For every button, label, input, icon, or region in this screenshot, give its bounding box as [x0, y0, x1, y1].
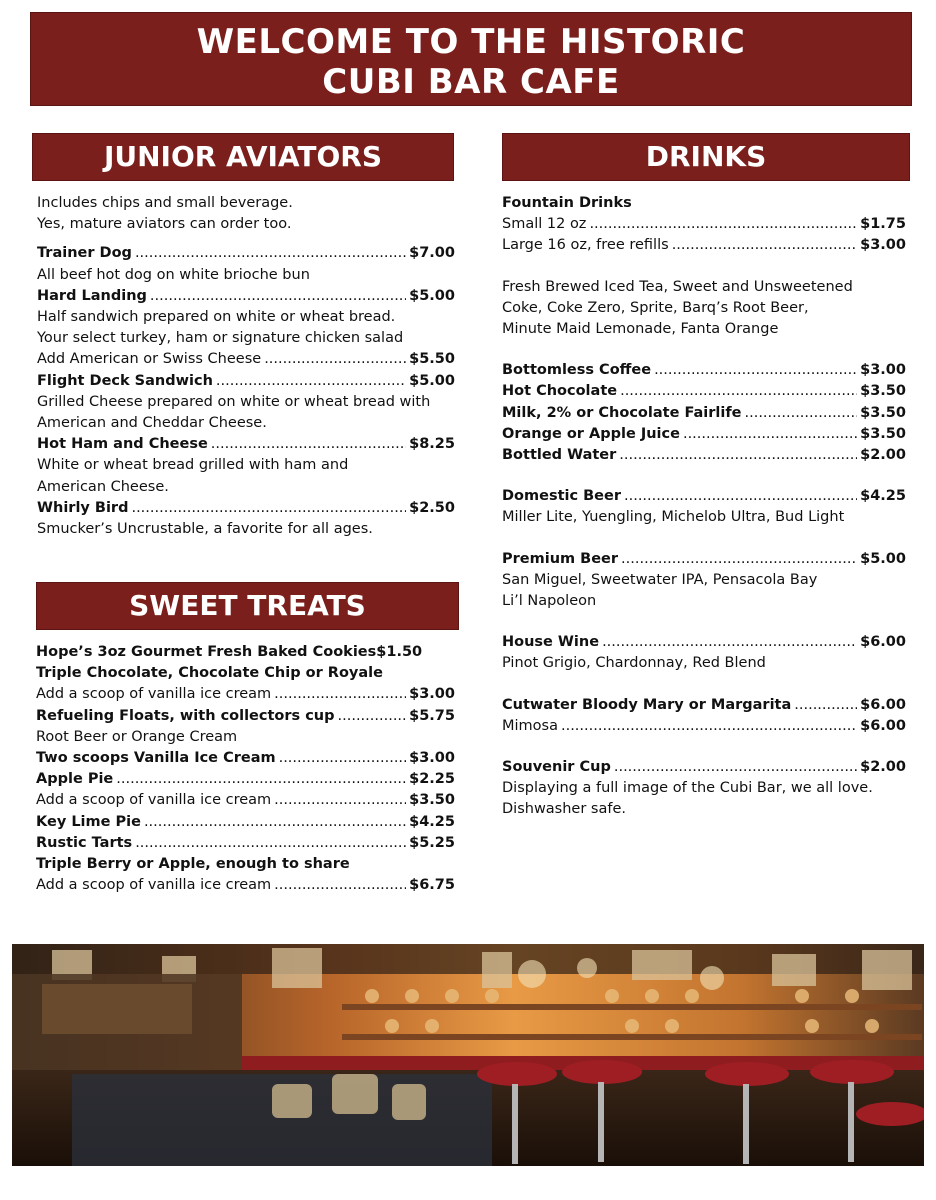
item-name: Bottled Water [502, 447, 617, 464]
menu-item-premium-beer [502, 549, 906, 570]
drinks-banner: DRINKS [502, 133, 910, 181]
item-name: Orange or Apple Juice [502, 425, 680, 442]
menu-item-souvenir-cup [502, 757, 906, 778]
item-price: $5.75 [409, 707, 455, 724]
item-name: Small 12 oz [502, 216, 587, 233]
item-description: Dishwasher safe. [502, 801, 626, 818]
item-name: Add a scoop of vanilla ice cream [36, 792, 272, 809]
item-description: Miller Lite, Yuengling, Michelob Ultra, Bud Light [502, 509, 845, 526]
item-description: Half sandwich prepared on white or wheat bread. [37, 309, 396, 326]
main-header-banner [30, 12, 912, 106]
menu-item-large-fountain [502, 235, 906, 256]
item-price: $8.25 [409, 436, 455, 453]
item-description: Triple Berry or Apple, enough to share [36, 856, 350, 873]
menu-item-trainer-dog [37, 243, 455, 264]
dot-leader [602, 632, 857, 653]
item-price: $3.50 [860, 404, 906, 421]
dot-leader [654, 360, 857, 381]
menu-item-add-cheese [37, 349, 455, 370]
item-name: Refueling Floats, with collectors cup [36, 707, 335, 724]
item-price: $2.00 [860, 759, 906, 776]
item-description: Triple Chocolate, Chocolate Chip or Royale [36, 665, 383, 682]
item-price: $4.25 [409, 813, 455, 830]
menu-addon-ice-cream [36, 790, 455, 811]
sweet-treats-banner: SWEET TREATS [36, 582, 459, 630]
dot-leader [274, 790, 406, 811]
intro-line: Includes chips and small beverage. [37, 195, 293, 211]
item-price: $5.00 [409, 287, 455, 304]
dot-leader [135, 833, 406, 854]
item-description: Displaying a full image of the Cubi Bar, we all love. [502, 780, 873, 797]
menu-addon-ice-cream [36, 684, 455, 705]
item-name: Premium Beer [502, 550, 619, 567]
menu-item-rustic-tarts [36, 833, 455, 854]
item-description: Pinot Grigio, Chardonnay, Red Blend [502, 655, 766, 672]
item-description: San Miguel, Sweetwater IPA, Pensacola Bay [502, 571, 818, 588]
item-description: Root Beer or Orange Cream [36, 728, 238, 745]
menu-item-milk [502, 403, 906, 424]
dot-leader [150, 286, 406, 307]
item-price: $5.50 [409, 351, 455, 368]
item-name: Trainer Dog [37, 245, 132, 262]
menu-item-refueling-floats [36, 706, 455, 727]
menu-item-bottled-water [502, 445, 906, 466]
dot-leader [279, 748, 407, 769]
menu-item-juice [502, 424, 906, 445]
item-description: White or wheat bread grilled with ham and [37, 457, 349, 474]
menu-item-small-fountain [502, 214, 906, 235]
menu-item-house-wine [502, 632, 906, 653]
item-description: All beef hot dog on white brioche bun [37, 266, 310, 283]
item-name: Flight Deck Sandwich [37, 372, 213, 389]
item-price: $3.50 [860, 383, 906, 400]
item-name: Hard Landing [37, 287, 147, 304]
item-description: Li’l Napoleon [502, 593, 597, 610]
dot-leader [745, 403, 858, 424]
menu-item-cookies [36, 642, 455, 663]
item-name: Milk, 2% or Chocolate Fairlife [502, 404, 742, 421]
dot-leader [620, 381, 857, 402]
item-name: Apple Pie [36, 771, 114, 788]
menu-item-bottomless-coffee [502, 360, 906, 381]
dot-leader [794, 695, 857, 716]
item-name: Two scoops Vanilla Ice Cream [36, 750, 276, 767]
bar-interior-photo [12, 944, 924, 1166]
item-name: Hot Ham and Cheese [37, 436, 208, 453]
item-name: House Wine [502, 634, 600, 651]
item-description: Your select turkey, ham or signature chicken salad [37, 330, 404, 347]
dot-leader [672, 235, 857, 256]
item-description: Smucker’s Uncrustable, a favorite for all ages. [37, 521, 373, 538]
item-name: Domestic Beer [502, 488, 621, 505]
bar-interior-illustration [12, 944, 924, 1166]
item-price: $6.75 [409, 877, 455, 894]
item-price: $5.25 [409, 834, 455, 851]
item-price: $3.00 [860, 237, 906, 254]
dot-leader [144, 812, 406, 833]
item-name: Cutwater Bloody Mary or Margarita [502, 696, 792, 713]
item-description: American and Cheddar Cheese. [37, 415, 267, 432]
item-name: Whirly Bird [37, 499, 129, 516]
item-price: $5.00 [860, 550, 906, 567]
item-price: $6.00 [860, 696, 906, 713]
item-price: $3.00 [409, 750, 455, 767]
item-price: $3.50 [860, 425, 906, 442]
soda-list-line: Coke, Coke Zero, Sprite, Barq’s Root Beer, [502, 299, 809, 316]
item-price: $7.00 [409, 245, 455, 262]
fountain-drinks-title: Fountain Drinks [502, 195, 632, 211]
item-name: Rustic Tarts [36, 834, 133, 851]
item-name: Large 16 oz, free refills [502, 237, 669, 254]
item-price: $3.00 [860, 362, 906, 379]
dot-leader [619, 445, 857, 466]
menu-item-whirly-bird [37, 498, 455, 519]
sweet-treats-section [36, 642, 455, 896]
intro-line: Yes, mature aviators can order too. [37, 216, 292, 233]
header-line-2: CUBI BAR CAFE [322, 62, 620, 102]
item-description: American Cheese. [37, 478, 169, 495]
dot-leader [338, 706, 407, 727]
item-name: Key Lime Pie [36, 813, 141, 830]
menu-item-hard-landing [37, 286, 455, 307]
menu-item-flight-deck-sandwich [37, 371, 455, 392]
menu-addon-ice-cream [36, 875, 455, 896]
menu-item-cutwater [502, 695, 906, 716]
item-price: $5.00 [409, 372, 455, 389]
item-price: $2.25 [409, 771, 455, 788]
item-name: Bottomless Coffee [502, 362, 652, 379]
junior-aviators-banner: JUNIOR AVIATORS [32, 133, 454, 181]
dot-leader [589, 214, 857, 235]
menu-item-two-scoops [36, 748, 455, 769]
item-price: $2.50 [409, 499, 455, 516]
dot-leader [274, 875, 406, 896]
soda-list-line: Fresh Brewed Iced Tea, Sweet and Unsweetened [502, 278, 853, 295]
dot-leader [135, 243, 406, 264]
dot-leader [614, 757, 857, 778]
item-price: $3.50 [409, 792, 455, 809]
item-name: Add a scoop of vanilla ice cream [36, 877, 272, 894]
item-name: Hope’s 3oz Gourmet Fresh Baked Cookies [36, 644, 377, 660]
item-description: Grilled Cheese prepared on white or wheat bread with [37, 393, 431, 410]
menu-item-mimosa [502, 716, 906, 737]
dot-leader [624, 486, 857, 507]
menu-item-key-lime-pie [36, 812, 455, 833]
item-price: $6.00 [860, 717, 906, 734]
junior-aviators-section [37, 193, 455, 540]
soda-list-line: Minute Maid Lemonade, Fanta Orange [502, 321, 779, 338]
item-price: $3.00 [409, 686, 455, 703]
menu-item-apple-pie [36, 769, 455, 790]
drinks-section [502, 193, 906, 821]
dot-leader [211, 434, 406, 455]
dot-leader [264, 349, 406, 370]
item-name: Hot Chocolate [502, 383, 618, 400]
item-price: $4.25 [860, 488, 906, 505]
item-price: $1.75 [860, 216, 906, 233]
item-price: $6.00 [860, 634, 906, 651]
item-price: $1.50 [376, 644, 423, 660]
dot-leader [131, 498, 406, 519]
menu-item-domestic-beer [502, 486, 906, 507]
dot-leader [621, 549, 857, 570]
dot-leader [683, 424, 857, 445]
item-name: Mimosa [502, 717, 558, 734]
dot-leader [561, 716, 857, 737]
menu-item-hot-ham-and-cheese [37, 434, 455, 455]
item-price: $2.00 [860, 447, 906, 464]
dot-leader [216, 371, 406, 392]
dot-leader [274, 684, 406, 705]
item-name: Add a scoop of vanilla ice cream [36, 686, 272, 703]
dot-leader [116, 769, 406, 790]
menu-item-hot-chocolate [502, 381, 906, 402]
item-name: Souvenir Cup [502, 759, 611, 776]
item-name: Add American or Swiss Cheese [37, 351, 262, 368]
header-line-1: WELCOME TO THE HISTORIC [196, 22, 746, 62]
